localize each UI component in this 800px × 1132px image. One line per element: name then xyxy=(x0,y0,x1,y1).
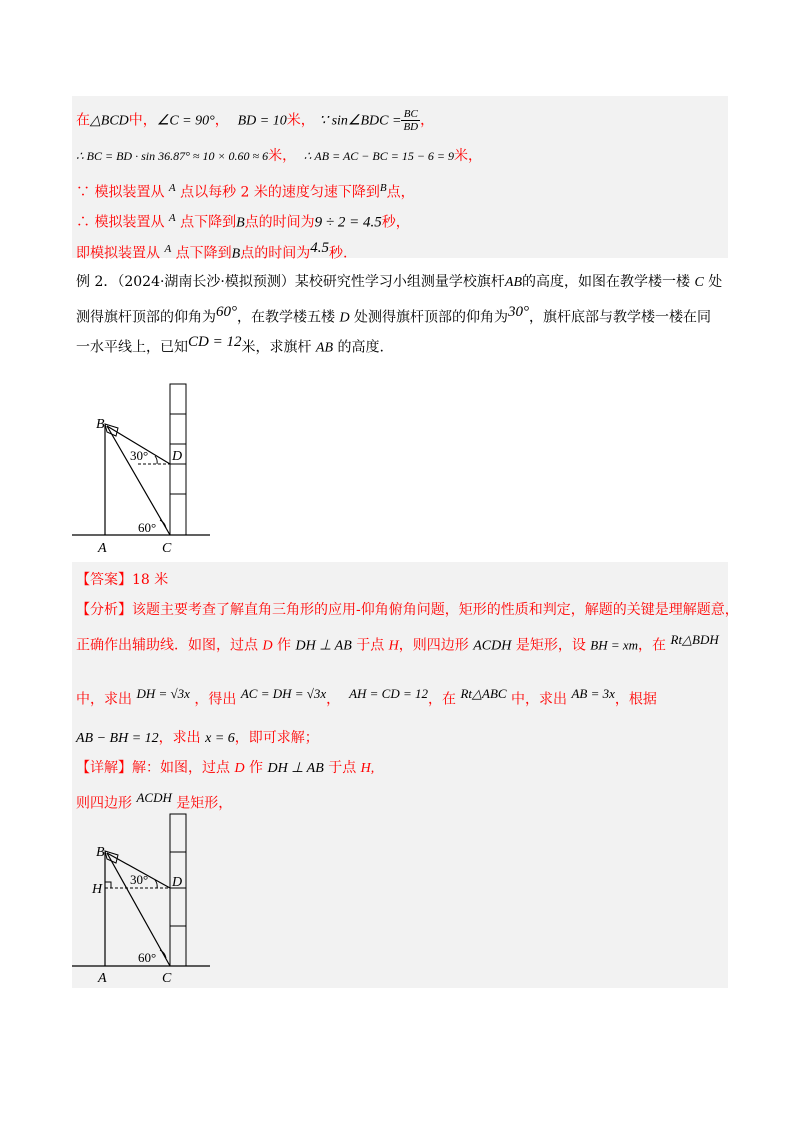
detail-label: 【详解】 xyxy=(76,760,132,776)
fig2-label-a: A xyxy=(98,971,107,984)
analysis-line-4: AB − BH = 12，求出 x = 6，即可求解； xyxy=(76,730,319,746)
fraction-bc-bd: $\frac{BC}{BD}$ xyxy=(403,108,419,133)
figure-1-flagpole-diagram xyxy=(60,380,220,560)
example-line-3: 一水平线上，已知CD = 12米，求旗杆 AB 的高度. xyxy=(76,334,384,356)
solution-line-2: ∴ BC = BD · sin 36.87° ≈ 10 × 0.60 ≈ 6米， ∴ AB = AC − BC = 15 − 6 = 9米， xyxy=(76,148,483,164)
fig1-angle-30: 30° xyxy=(130,448,149,463)
solution-line-3: ∵ 模拟装置从 $^A$ 点以每秒 2 米的速度匀速下降到$^B$点， xyxy=(76,182,415,201)
fig1-label-c: C xyxy=(162,541,172,556)
fig2-angle-30: 30° xyxy=(130,872,149,887)
fig2-label-c: C xyxy=(162,971,172,984)
analysis-label: 【分析】 xyxy=(76,602,132,618)
answer-label: 【答案】 xyxy=(76,572,132,588)
example-line-1: 例 2．（2024·湖南长沙·模拟预测）某校研究性学习小组测量学校旗杆AB的高度，如图在教学楼一楼 C 处 xyxy=(76,274,723,290)
analysis-line-1: 【分析】该题主要考查了解直角三角形的应用-仰角俯角问题，矩形的性质和判定，解题的关键是理解题意， xyxy=(76,602,739,618)
analysis-line-2: 正确作出辅助线．如图，过点 D 作 DH ⊥ AB 于点 H，则四边形 ACDH 是矩形，设 BH = xm，在 Rt△BDH xyxy=(76,632,719,654)
analysis-line-3: 中，求出 DH = √3x ，得出 AC = DH = √3x， AH = CD = 12，在 Rt△ABC 中，求出 AB = 3x，根据 xyxy=(76,686,657,708)
example-line-2: 测得旗杆顶部的仰角为60°，在教学楼五楼 D 处测得旗杆顶部的仰角为30°，旗杆底部与教学楼一楼在同 xyxy=(76,304,712,326)
solution-line-1: 在△BCD中，∠C = 90°， BD = 10米， ∵ sin∠BDC = $\frac{BC}{BD}$ ， xyxy=(76,108,435,133)
figure-2-flagpole-diagram-with-h xyxy=(60,812,220,984)
solution-line-4: ∴ 模拟装置从 $^A$ 点下降到B点的时间为9 ÷ 2 = 4.5秒， xyxy=(76,212,410,231)
fig2-label-h: H xyxy=(92,882,103,897)
fig2-label-d: D xyxy=(172,875,183,890)
answer-line xyxy=(76,570,168,590)
fig2-label-b: B xyxy=(96,845,105,860)
answer-value: 18 米 xyxy=(132,572,169,588)
detail-line-2: 则四边形 ACDH 是矩形， xyxy=(76,790,233,812)
fig1-label-b: B xyxy=(96,417,105,432)
fig2-angle-60: 60° xyxy=(138,950,157,965)
detail-line-1: 【详解】解：如图，过点 D 作 DH ⊥ AB 于点 H, xyxy=(76,760,375,776)
fig1-angle-60: 60° xyxy=(138,520,157,535)
fig1-label-a: A xyxy=(98,541,107,556)
fig1-label-d: D xyxy=(172,449,183,464)
solution-line-5: 即模拟装置从 $^A$ 点下降到B点的时间为4.5秒. xyxy=(76,240,348,262)
